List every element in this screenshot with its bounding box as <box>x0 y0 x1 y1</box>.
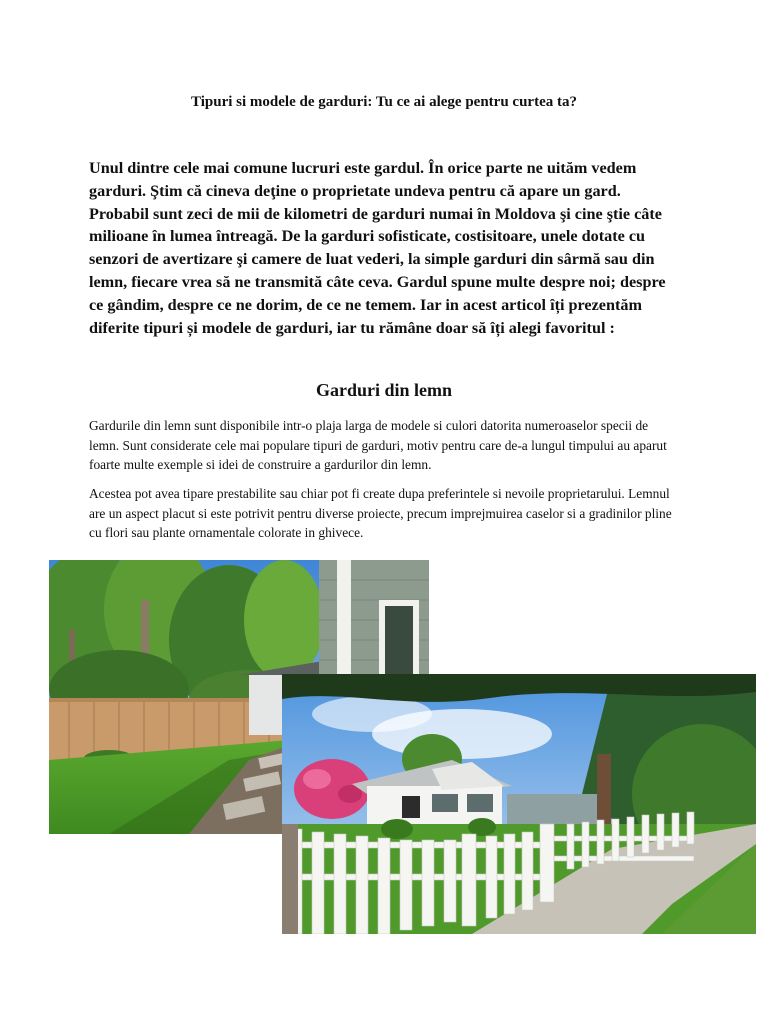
body-paragraph-2: Acestea pot avea tipare prestabilite sau chiar pot fi create dupa preferintele si nevoile proprietarului. Lemnul are un aspect placut si este potrivit pentru diverse proiecte, precum imprejmuirea caselor si a gradinilor pline cu flori sau plante ornamentale colorate in ghivece. <box>89 486 672 540</box>
document-title: Tipuri si modele de garduri: Tu ce ai alege pentru curtea ta? <box>191 94 577 110</box>
picket-fence-photo <box>282 674 756 934</box>
intro-paragraph: Unul dintre cele mai comune lucruri este gardul. În orice parte ne uităm vedem garduri. Ştim că cineva deţine o proprietate undeva pentru că apare un gard. Probabil sunt zeci de mii de kilometri de garduri numai în Moldova şi cine ştie câte milioane în lumea întreagă. De la garduri sofisticate, costisitoare, unele dotate cu senzori de avertizare şi camere de luat vederi, la simple garduri din sârmă sau din lemn, fiecare vrea să ne transmită câte ceva. Gardul spune multe despre noi; despre ce gândim, despre ce ne dorim, de ce ne temem. Iar in acest articol îți prezentăm diferite tipuri și modele de garduri, iar tu rămâne doar să îți alegi favoritul : <box>89 159 666 337</box>
body-paragraph-1: Gardurile din lemn sunt disponibile intr-o plaja larga de modele si culori datorita numeroaselor specii de lemn. Sunt considerate cele mai populare tipuri de garduri, motiv pentru care de-a lungul timpului au aparut foarte multe exemple si idei de construire a gardurilor din lemn. <box>89 418 667 472</box>
section-heading: Garduri din lemn <box>315 380 453 400</box>
